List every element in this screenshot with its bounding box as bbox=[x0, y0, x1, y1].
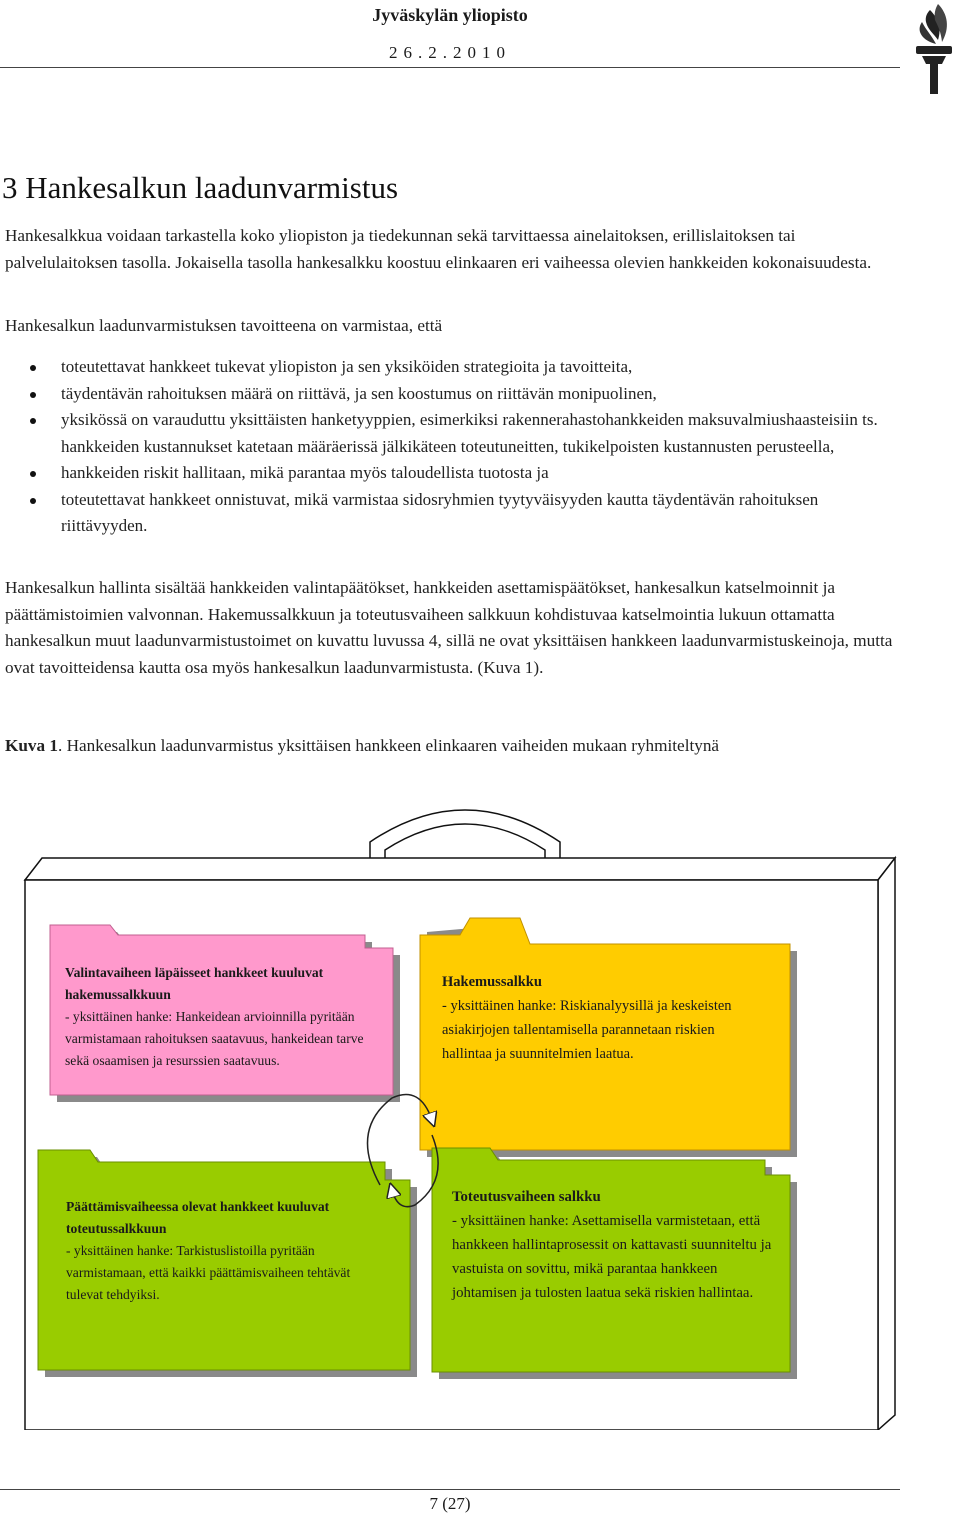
bullet-text: toteutettavat hankkeet onnistuvat, mikä varmistaa sidosryhmien tyytyväisyyden kautta täydentävän rahoituksen riittävyyden. bbox=[61, 489, 819, 535]
header-divider bbox=[0, 67, 900, 68]
goal-bullet-list bbox=[30, 354, 900, 540]
management-paragraph: Hankesalkun hallinta sisältää hankkeiden valintapäätökset, hankkeiden asettamispäätökset, hankesalkun katselmoinnit ja päättämistoimien valvonnan. Hakemussalkkuun ja toteutusvaiheen salkkuun kohdistuvaa katselmointia lukuun ottamatta hankesalkun muut laadunvarmistustoimet on kuvattu luvussa 4, sillä ne ovat yksittäisen hankkeen laadunvarmistuskeinoja, mutta ovat tavoitteidensa kautta osa myös hankesalkun laadunvarmistusta. (Kuva 1). bbox=[5, 578, 893, 677]
bullet-item bbox=[30, 381, 900, 408]
green-left-folder-title: Päättämisvaiheessa olevat hankkeet kuuluvat toteutussalkkuun bbox=[66, 1199, 330, 1236]
goal-paragraph: Hankesalkun laadunvarmistuksen tavoitteena on varmistaa, että bbox=[5, 316, 443, 335]
figure-caption-label: Kuva 1 bbox=[5, 736, 59, 755]
pink-folder-title: Valintavaiheen läpäisseet hankkeet kuuluvat hakemussalkkuun bbox=[65, 965, 324, 1002]
bullet-text: yksikössä on varauduttu yksittäisten hanketyyppien, esimerkiksi rakennerahastohankkeiden maksuvalmiushaasteisiin ts. hankkeiden kustannukset katetaan määräerissä jälkikäteen toteutuneitten, tukikelpoisten kustannusten perusteella, bbox=[61, 410, 878, 456]
bullet-text: täydentävän rahoituksen määrä on riittävä, ja sen koostumus on riittävän monipuolinen, bbox=[61, 383, 657, 403]
yellow-folder-body: - yksittäinen hanke: Riskianalyysillä ja keskeisten asiakirjojen tallentamisella parannetaan riskien hallintaa ja suunnitelmien laatua. bbox=[442, 998, 732, 1062]
university-torch-logo-icon bbox=[908, 0, 958, 100]
figure-caption-text: . Hankesalkun laadunvarmistus yksittäisen hankkeen elinkaaren vaiheiden mukaan ryhmiteltynä bbox=[58, 736, 720, 755]
portfolio-briefcase-diagram bbox=[0, 800, 900, 1430]
yellow-folder-text bbox=[442, 970, 767, 1066]
pink-folder-text bbox=[65, 962, 370, 1072]
bullet-item bbox=[30, 487, 900, 540]
bullet-dot-icon bbox=[30, 365, 36, 371]
header-university: Jyväskylän yliopisto bbox=[372, 5, 528, 25]
green-left-folder-text bbox=[66, 1196, 371, 1306]
page-number: 7 (27) bbox=[429, 1494, 471, 1513]
green-right-folder-body: - yksittäinen hanke: Asettamisella varmistetaan, että hankkeen hallintaprosessit on kattavasti suunniteltu ja vastuista on sovittu, mikä parantaa hankkeen johtamisen ja tulosten laatua sekä riskien hallintaa. bbox=[452, 1213, 772, 1301]
footer-divider bbox=[0, 1489, 900, 1490]
bullet-dot-icon bbox=[30, 498, 36, 504]
bullet-item bbox=[30, 460, 900, 487]
chapter-title: 3 Hankesalkun laadunvarmistus bbox=[2, 170, 399, 205]
green-left-folder-body: - yksittäinen hanke: Tarkistuslistoilla pyritään varmistamaan, että kaikki päättämisvaiheen tehtävät tulevat tehdyiksi. bbox=[66, 1243, 351, 1302]
green-right-folder-title: Toteutusvaiheen salkku bbox=[452, 1189, 601, 1205]
briefcase-handle bbox=[370, 810, 560, 860]
intro-paragraph: Hankesalkkua voidaan tarkastella koko yliopiston ja tiedekunnan sekä tarvittaessa ainelaitoksen, erillislaitoksen tai palvelulaitoksen tasolla. Jokaisella tasolla hankesalkku koostuu elinkaaren eri vaiheessa olevien hankkeiden kokonaisuudesta. bbox=[5, 226, 872, 272]
bullet-item bbox=[30, 354, 900, 381]
bullet-text: hankkeiden riskit hallitaan, mikä parantaa myös taloudellista tuotosta ja bbox=[61, 463, 549, 482]
bullet-dot-icon bbox=[30, 418, 36, 424]
bullet-text: toteutettavat hankkeet tukevat yliopiston ja sen yksiköiden strategioita ja tavoitteita, bbox=[61, 357, 633, 376]
bullet-dot-icon bbox=[30, 392, 36, 398]
header-date: 26.2.2010 bbox=[389, 43, 511, 62]
green-right-folder-text bbox=[452, 1185, 772, 1305]
bullet-dot-icon bbox=[30, 471, 36, 477]
figure-caption bbox=[5, 733, 900, 760]
bullet-item bbox=[30, 407, 900, 460]
pink-folder-body: - yksittäinen hanke: Hankeidean arvioinnilla pyritään varmistamaan rahoituksen saatavuus, hankeidean tarve sekä osaamisen ja resurssien saatavuus. bbox=[65, 1009, 364, 1068]
yellow-folder-title: Hakemussalkku bbox=[442, 974, 542, 990]
